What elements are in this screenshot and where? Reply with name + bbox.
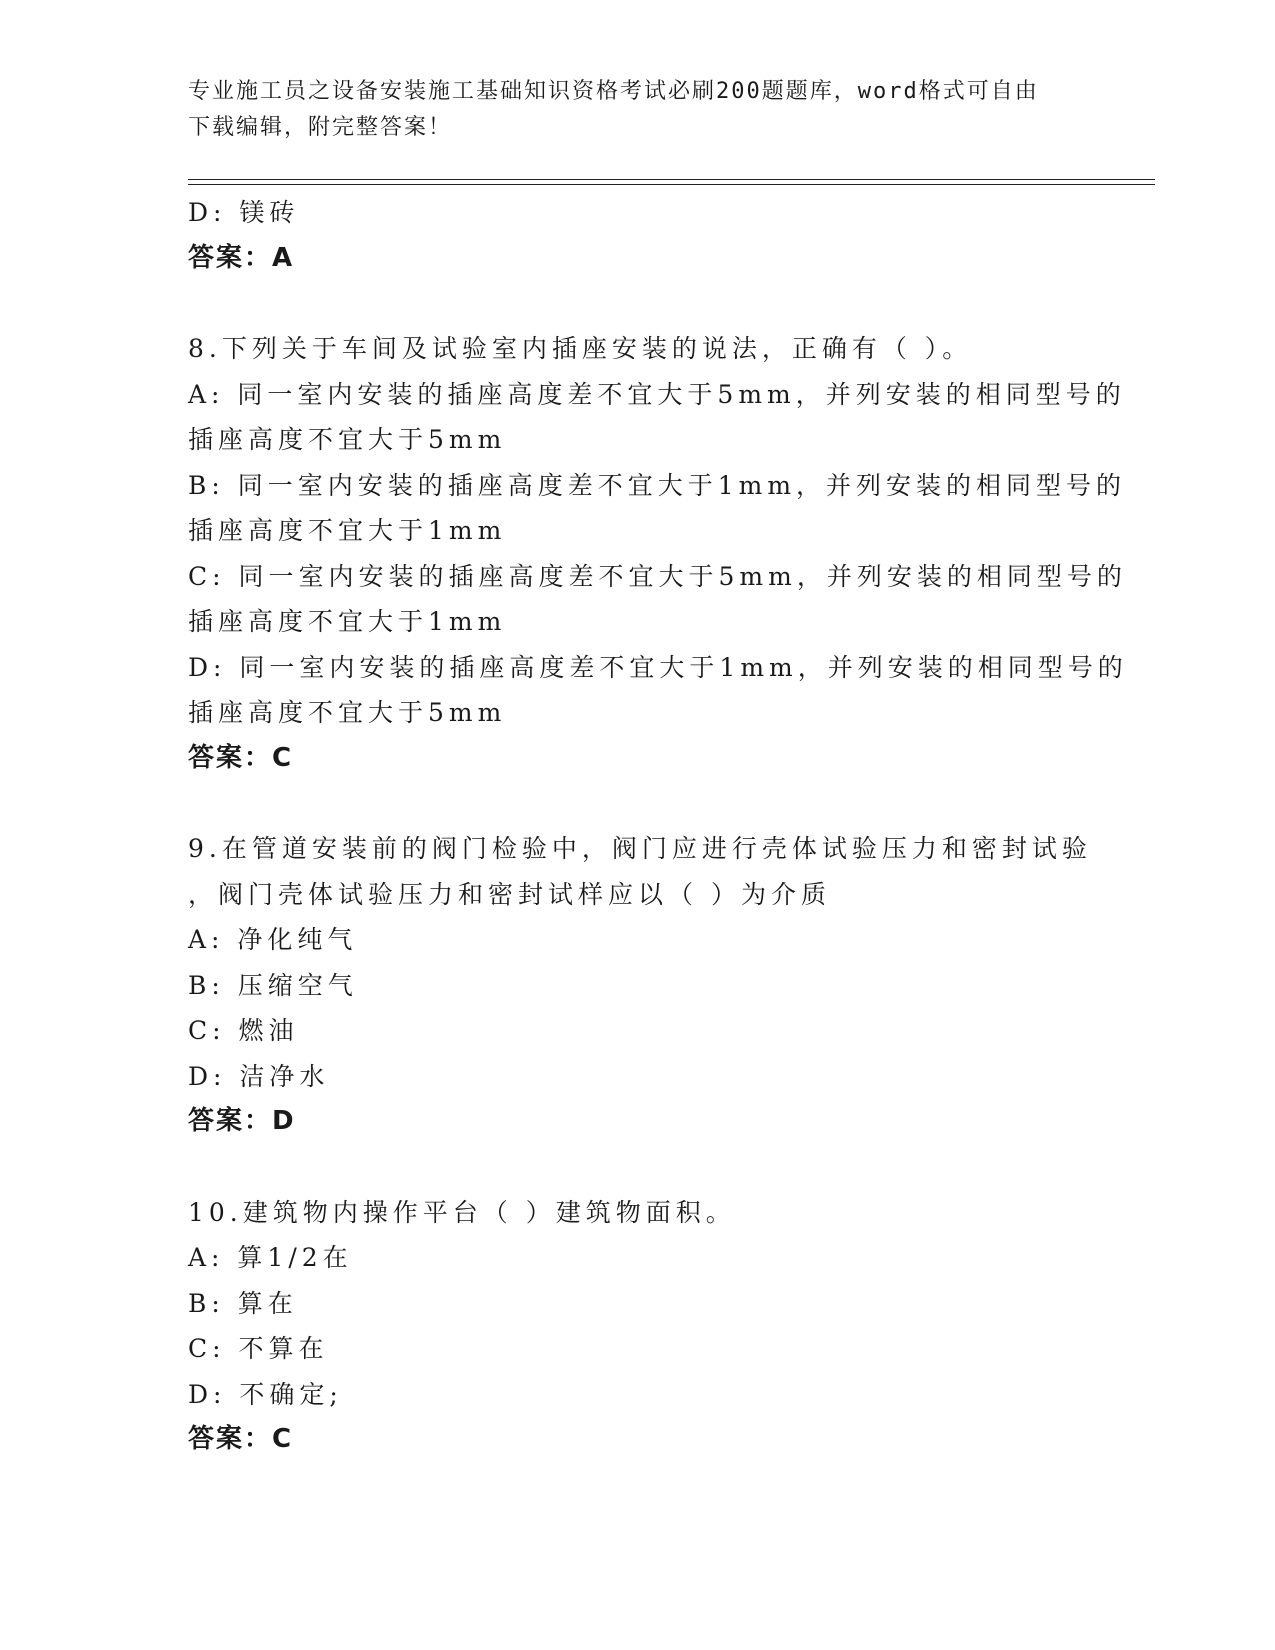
q10-question: 10.建筑物内操作平台（ ）建筑物面积。 [188, 1197, 736, 1227]
q9-option-c: C: 燃油 [188, 1016, 299, 1045]
q8-option-a-cont: 插座高度不宜大于5mm [188, 425, 507, 454]
q9-option-b: B: 压缩空气 [188, 970, 358, 1000]
spacer [188, 781, 1088, 826]
question-9 [188, 826, 1092, 1145]
header-line-2: 下载编辑，附完整答案！ [188, 115, 453, 140]
q8-option-a: A: 同一室内安装的插座高度差不宜大于5mm，并列安装的相同型号的 [188, 379, 1126, 409]
q8-option-b: B: 同一室内安装的插座高度差不宜大于1mm，并列安装的相同型号的 [188, 470, 1127, 500]
q10-answer: 答案：C [188, 1424, 294, 1454]
q8-option-d-cont: 插座高度不宜大于5mm [188, 698, 507, 727]
question-8 [188, 326, 1128, 781]
q8-answer: 答案：C [188, 742, 294, 773]
q10-option-d: D: 不确定; [188, 1379, 343, 1409]
prev-option-d: D: 镁砖 [188, 198, 300, 227]
q8-option-c: C: 同一室内安装的插座高度差不宜大于5mm，并列安装的相同型号的 [188, 561, 1127, 591]
q8-question: 8.下列关于车间及试验室内插座安装的说法，正确有（ ）。 [188, 334, 973, 363]
spacer [188, 1145, 1088, 1190]
q8-option-d: D: 同一室内安装的插座高度差不宜大于1mm，并列安装的相同型号的 [188, 652, 1128, 682]
q10-option-b: B: 算在 [188, 1288, 298, 1318]
q9-answer: 答案：D [188, 1106, 296, 1136]
q9-question: 9.在管道安装前的阀门检验中，阀门应进行壳体试验压力和密封试验 [188, 834, 1092, 863]
q8-option-c-cont: 插座高度不宜大于1mm [188, 607, 507, 636]
header-rule-top [188, 179, 1155, 180]
header-line-1: 专业施工员之设备安装施工基础知识资格考试必刷200题题库，word格式可自由 [188, 79, 1039, 104]
q10-option-c: C: 不算在 [188, 1334, 329, 1363]
header-rule-bottom [188, 184, 1155, 185]
q9-option-a: A: 净化纯气 [188, 925, 358, 954]
spacer [188, 281, 1088, 326]
q8-option-b-cont: 插座高度不宜大于1mm [188, 516, 507, 545]
q9-question-cont: ，阀门壳体试验压力和密封试样应以（ ）为介质 [188, 879, 831, 909]
question-content [188, 190, 1128, 1463]
prev-answer: 答案：A [188, 242, 295, 273]
q9-option-d: D: 洁净水 [188, 1061, 330, 1091]
q10-option-a: A: 算1/2在 [188, 1243, 353, 1272]
document-header [188, 74, 1068, 146]
question-10 [188, 1190, 1088, 1463]
